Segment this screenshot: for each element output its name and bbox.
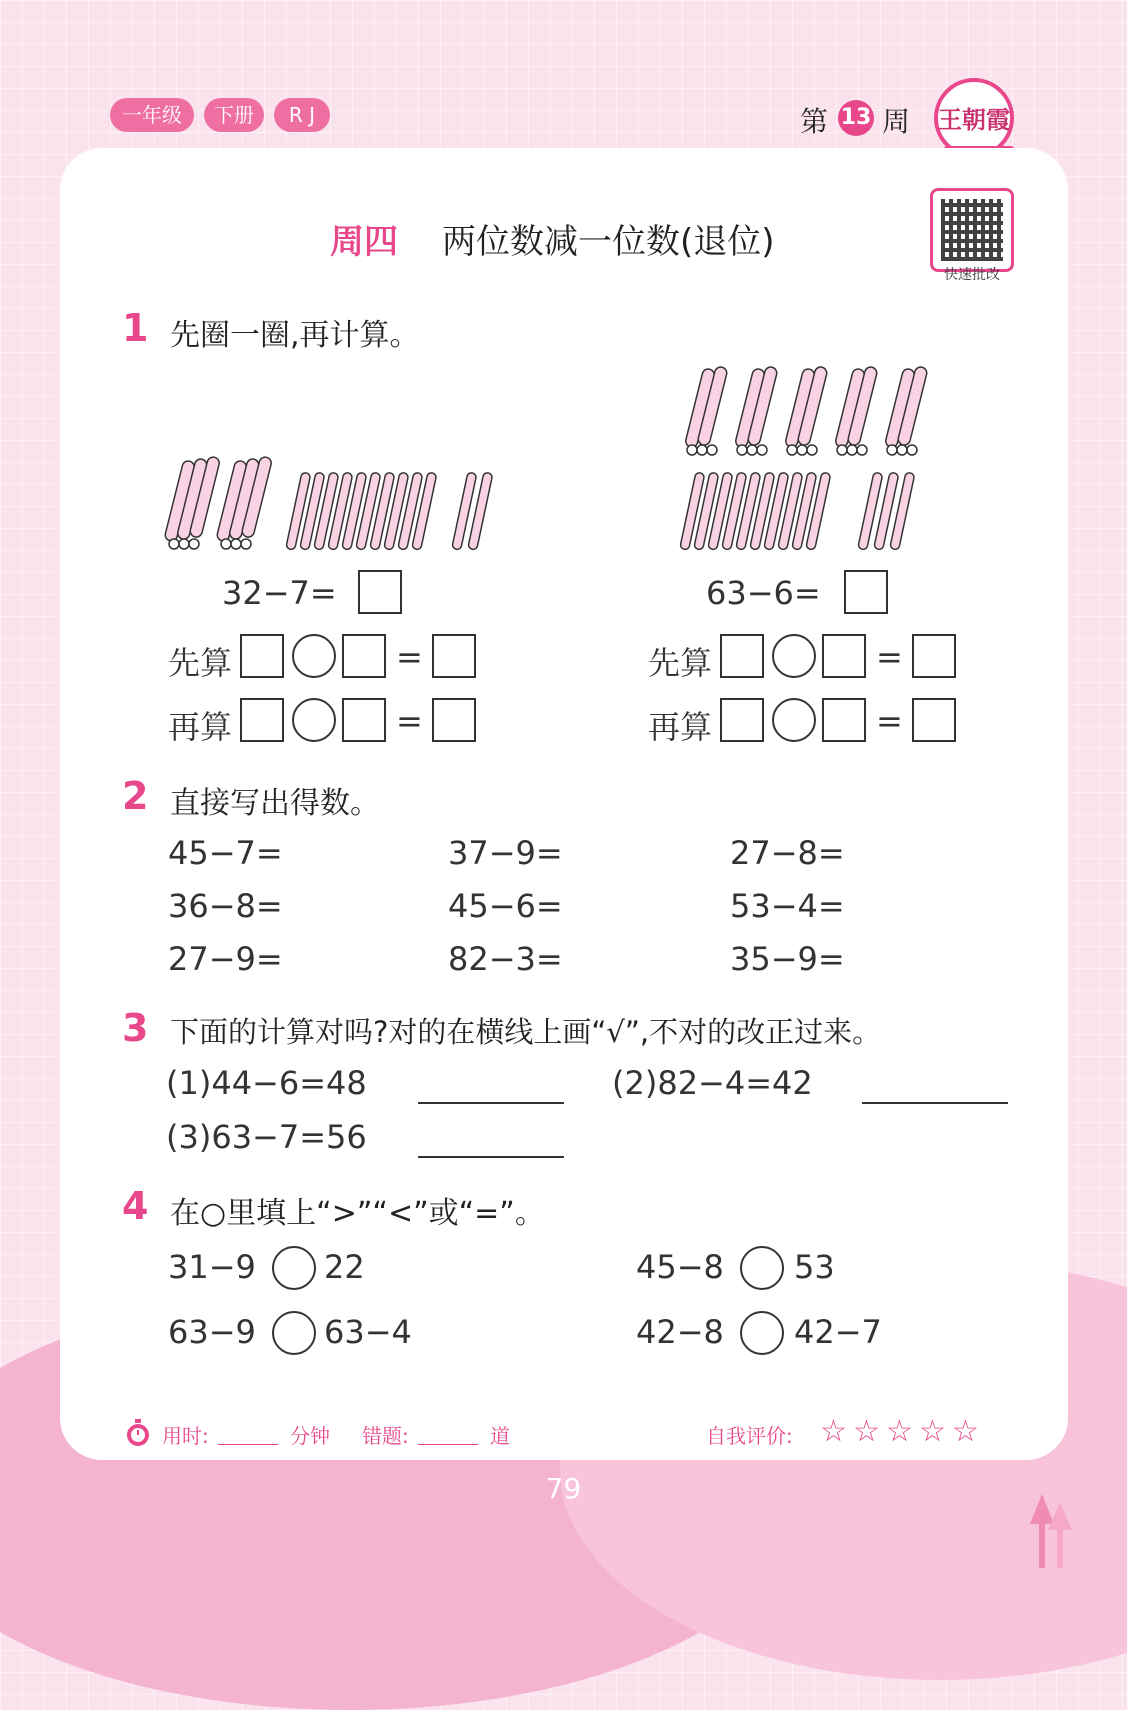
equals-sign: = <box>396 702 423 740</box>
calc-item: 27−9= <box>168 940 283 978</box>
operator-circle[interactable] <box>292 698 336 742</box>
check-item: (3)63−7=56 <box>166 1118 367 1156</box>
answer-box[interactable] <box>432 698 476 742</box>
error-label: 错题: <box>362 1424 409 1448</box>
self-eval-label: 自我评价: <box>706 1424 793 1448</box>
error-blank[interactable] <box>418 1444 478 1445</box>
answer-box[interactable] <box>342 634 386 678</box>
question-number: 3 <box>122 1006 149 1050</box>
equation-right: 63−6= <box>706 574 821 612</box>
compare-right: 53 <box>794 1248 835 1286</box>
answer-box[interactable] <box>240 634 284 678</box>
compare-right: 22 <box>324 1248 365 1286</box>
second-step-label: 再算 <box>648 708 713 746</box>
operator-circle[interactable] <box>292 634 336 678</box>
equals-sign: = <box>396 638 423 676</box>
compare-left: 42−8 <box>636 1313 724 1351</box>
operator-circle[interactable] <box>772 698 816 742</box>
operator-circle[interactable] <box>772 634 816 678</box>
answer-box[interactable] <box>358 570 402 614</box>
stick-bundle-icon <box>685 366 928 448</box>
time-label: 用时: <box>162 1424 209 1448</box>
page-title: 两位数减一位数(退位) <box>442 222 775 262</box>
calc-item: 82−3= <box>448 940 563 978</box>
calc-item: 37−9= <box>448 834 563 872</box>
question-text: 在○里填上“>”“<”或“=”。 <box>170 1196 545 1231</box>
question-text: 下面的计算对吗?对的在横线上画“√”,不对的改正过来。 <box>170 1015 882 1049</box>
grade-tag: 一年级 <box>110 98 194 132</box>
question-number: 1 <box>122 306 149 350</box>
second-step-label: 再算 <box>168 708 233 746</box>
sticks-illustration-left <box>160 440 520 560</box>
calc-item: 53−4= <box>730 887 845 925</box>
week-suffix: 周 <box>882 105 911 138</box>
stopwatch-icon <box>124 1418 152 1448</box>
check-item: (1)44−6=48 <box>166 1064 367 1102</box>
equation-left: 32−7= <box>222 574 337 612</box>
sticks-illustration-right <box>670 362 960 562</box>
first-step-label: 先算 <box>168 644 233 682</box>
equals-sign: = <box>876 638 903 676</box>
title-day: 周四 <box>330 222 398 262</box>
compare-left: 45−8 <box>636 1248 724 1286</box>
calc-item: 35−9= <box>730 940 845 978</box>
compare-left: 63−9 <box>168 1313 256 1351</box>
question-number: 4 <box>122 1184 149 1228</box>
time-blank[interactable] <box>218 1444 278 1445</box>
answer-box[interactable] <box>844 570 888 614</box>
star-icon[interactable]: ☆ <box>919 1414 946 1449</box>
seal-text: 王朝霞 <box>938 105 1010 134</box>
equals-sign: = <box>876 702 903 740</box>
answer-box[interactable] <box>720 634 764 678</box>
compare-left: 31−9 <box>168 1248 256 1286</box>
answer-box[interactable] <box>342 698 386 742</box>
edition-tag: R J <box>274 98 330 132</box>
week-number-badge: 13 <box>838 100 874 136</box>
arrow-decoration-icon <box>1028 1490 1074 1568</box>
time-unit: 分钟 <box>290 1424 330 1448</box>
compare-circle[interactable] <box>740 1246 784 1290</box>
calc-item: 36−8= <box>168 887 283 925</box>
answer-box[interactable] <box>720 698 764 742</box>
answer-box[interactable] <box>822 698 866 742</box>
answer-line[interactable] <box>862 1102 1008 1104</box>
page-number: 79 <box>545 1472 582 1505</box>
answer-line[interactable] <box>418 1102 564 1104</box>
compare-right: 63−4 <box>324 1313 412 1351</box>
calc-item: 27−8= <box>730 834 845 872</box>
compare-circle[interactable] <box>740 1311 784 1355</box>
star-icon[interactable]: ☆ <box>952 1414 979 1449</box>
volume-tag: 下册 <box>204 98 264 132</box>
question-text: 直接写出得数。 <box>170 786 380 821</box>
compare-right: 42−7 <box>794 1313 882 1351</box>
compare-circle[interactable] <box>272 1311 316 1355</box>
question-text: 先圈一圈,再计算。 <box>170 318 420 353</box>
stick-icon <box>286 472 493 550</box>
star-icon[interactable]: ☆ <box>886 1414 913 1449</box>
answer-box[interactable] <box>240 698 284 742</box>
star-icon[interactable]: ☆ <box>853 1414 880 1449</box>
qr-label: 快速批改 <box>944 267 1000 283</box>
week-prefix: 第 <box>800 105 829 138</box>
answer-box[interactable] <box>432 634 476 678</box>
answer-box[interactable] <box>912 634 956 678</box>
answer-box[interactable] <box>822 634 866 678</box>
stick-icon <box>680 472 915 550</box>
compare-circle[interactable] <box>272 1246 316 1290</box>
stick-bundle-icon <box>164 456 272 542</box>
answer-box[interactable] <box>912 698 956 742</box>
qr-code-icon[interactable] <box>930 188 1014 272</box>
calc-item: 45−6= <box>448 887 563 925</box>
error-unit: 道 <box>490 1424 510 1448</box>
calc-item: 45−7= <box>168 834 283 872</box>
question-number: 2 <box>122 774 149 818</box>
answer-line[interactable] <box>418 1156 564 1158</box>
star-icon[interactable]: ☆ <box>820 1414 847 1449</box>
first-step-label: 先算 <box>648 644 713 682</box>
check-item: (2)82−4=42 <box>612 1064 813 1102</box>
